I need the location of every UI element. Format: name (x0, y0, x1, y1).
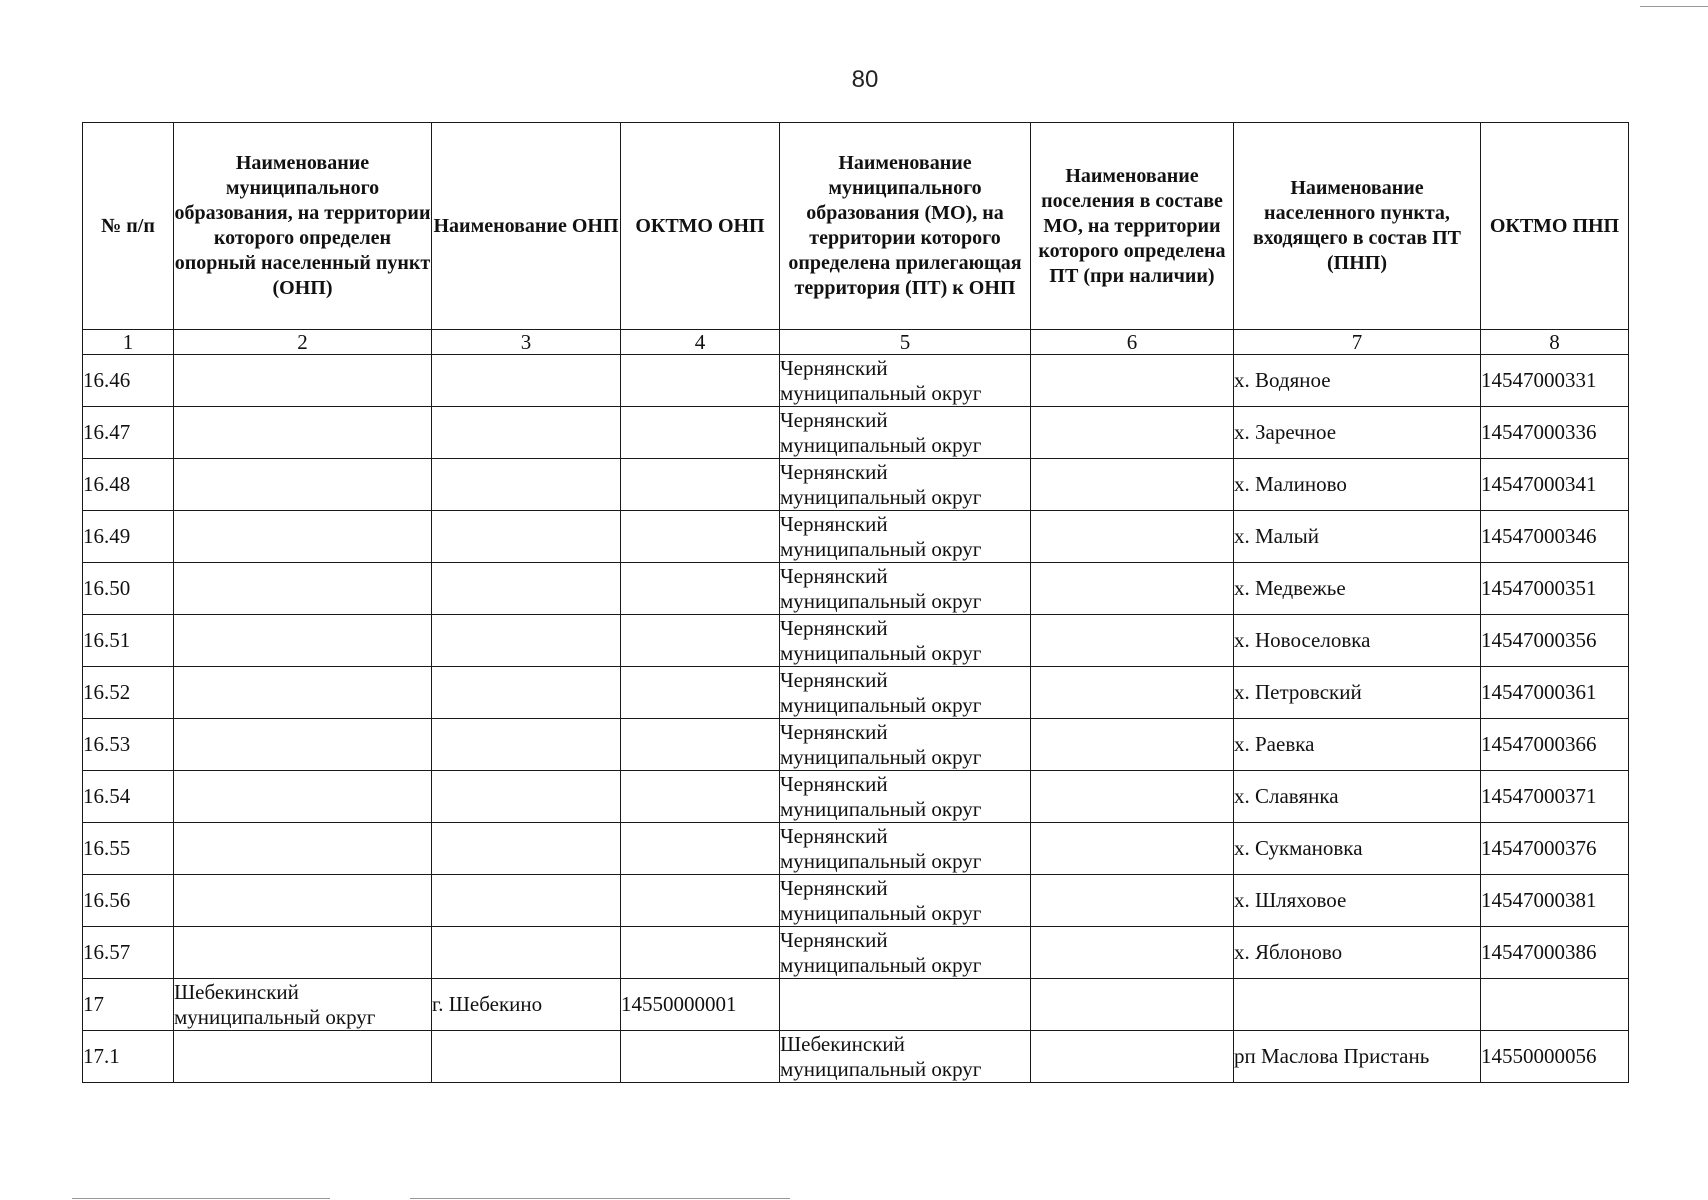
onp-name-cell (432, 355, 621, 407)
row-number-cell: 16.52 (83, 667, 174, 719)
table-row (83, 407, 1629, 459)
pnp-name-cell: х. Малиново (1234, 459, 1481, 511)
scan-edge-line (1640, 6, 1708, 7)
pnp-name-cell: х. Раевка (1234, 719, 1481, 771)
settlement-cell (1031, 407, 1234, 459)
table-row (83, 615, 1629, 667)
mo-pt-cell: Чернянский муниципальный округ (780, 927, 1031, 979)
oktmo-pnp-cell: 14547000346 (1481, 511, 1629, 563)
table-row (83, 563, 1629, 615)
column-number-row (83, 330, 1629, 355)
pnp-name-cell: х. Славянка (1234, 771, 1481, 823)
onp-name-cell (432, 823, 621, 875)
row-number-cell: 17 (83, 979, 174, 1031)
onp-name-cell (432, 511, 621, 563)
oktmo-onp-cell (621, 875, 780, 927)
settlement-cell (1031, 719, 1234, 771)
row-number-cell: 16.47 (83, 407, 174, 459)
header-number: № п/п (83, 123, 174, 330)
row-number-cell: 16.55 (83, 823, 174, 875)
settlement-cell (1031, 459, 1234, 511)
column-number: 8 (1481, 330, 1629, 355)
pnp-name-cell: х. Новоселовка (1234, 615, 1481, 667)
table-row (83, 719, 1629, 771)
oktmo-pnp-cell: 14547000361 (1481, 667, 1629, 719)
table-row (83, 823, 1629, 875)
onp-name-cell (432, 719, 621, 771)
row-number-cell: 16.57 (83, 927, 174, 979)
settlement-cell (1031, 979, 1234, 1031)
oktmo-pnp-cell: 14547000341 (1481, 459, 1629, 511)
oktmo-onp-cell (621, 1031, 780, 1083)
row-number-cell: 16.51 (83, 615, 174, 667)
column-number: 2 (174, 330, 432, 355)
row-number-cell: 16.50 (83, 563, 174, 615)
mo-onp-cell (174, 511, 432, 563)
pnp-name-cell: х. Заречное (1234, 407, 1481, 459)
row-number-cell: 16.49 (83, 511, 174, 563)
mo-pt-cell: Чернянский муниципальный округ (780, 667, 1031, 719)
column-number: 4 (621, 330, 780, 355)
pnp-name-cell: х. Яблоново (1234, 927, 1481, 979)
table-row (83, 667, 1629, 719)
onp-name-cell (432, 459, 621, 511)
oktmo-onp-cell (621, 511, 780, 563)
pnp-name-cell: рп Маслова Пристань (1234, 1031, 1481, 1083)
oktmo-onp-cell: 14550000001 (621, 979, 780, 1031)
pnp-name-cell: х. Петровский (1234, 667, 1481, 719)
mo-pt-cell: Чернянский муниципальный округ (780, 719, 1031, 771)
onp-name-cell (432, 615, 621, 667)
settlements-table (82, 122, 1629, 1083)
settlement-cell (1031, 615, 1234, 667)
settlement-cell (1031, 563, 1234, 615)
oktmo-pnp-cell: 14547000366 (1481, 719, 1629, 771)
oktmo-onp-cell (621, 355, 780, 407)
settlement-cell (1031, 511, 1234, 563)
column-number: 5 (780, 330, 1031, 355)
mo-pt-cell: Чернянский муниципальный округ (780, 459, 1031, 511)
settlement-cell (1031, 667, 1234, 719)
column-number: 1 (83, 330, 174, 355)
mo-onp-cell (174, 459, 432, 511)
mo-pt-cell: Чернянский муниципальный округ (780, 615, 1031, 667)
row-number-cell: 16.46 (83, 355, 174, 407)
oktmo-pnp-cell: 14547000371 (1481, 771, 1629, 823)
oktmo-onp-cell (621, 563, 780, 615)
pnp-name-cell: х. Малый (1234, 511, 1481, 563)
oktmo-pnp-cell: 14547000351 (1481, 563, 1629, 615)
mo-onp-cell (174, 823, 432, 875)
onp-name-cell (432, 771, 621, 823)
mo-pt-cell: Чернянский муниципальный округ (780, 875, 1031, 927)
mo-onp-cell (174, 563, 432, 615)
settlement-cell (1031, 1031, 1234, 1083)
table-row (83, 927, 1629, 979)
settlement-cell (1031, 823, 1234, 875)
header-pnp-name: Наименование населенного пункта, входящего в состав ПТ (ПНП) (1234, 123, 1481, 330)
oktmo-pnp-cell: 14547000386 (1481, 927, 1629, 979)
mo-pt-cell: Чернянский муниципальный округ (780, 823, 1031, 875)
footer-rule (72, 1198, 330, 1199)
settlement-cell (1031, 927, 1234, 979)
pnp-name-cell: х. Водяное (1234, 355, 1481, 407)
oktmo-pnp-cell (1481, 979, 1629, 1031)
oktmo-onp-cell (621, 823, 780, 875)
header-mo-pt: Наименование муниципального образования (МО), на территории которого определена прилегающая территория (ПТ) к ОНП (780, 123, 1031, 330)
oktmo-pnp-cell: 14547000331 (1481, 355, 1629, 407)
mo-pt-cell: Чернянский муниципальный округ (780, 355, 1031, 407)
row-number-cell: 16.48 (83, 459, 174, 511)
onp-name-cell (432, 407, 621, 459)
header-row (83, 123, 1629, 330)
settlement-cell (1031, 771, 1234, 823)
table-row (83, 1031, 1629, 1083)
mo-pt-cell: Чернянский муниципальный округ (780, 771, 1031, 823)
header-settlement: Наименование поселения в составе МО, на территории которого определена ПТ (при наличии) (1031, 123, 1234, 330)
settlement-cell (1031, 355, 1234, 407)
onp-name-cell (432, 667, 621, 719)
mo-onp-cell (174, 667, 432, 719)
header-oktmo-onp: ОКТМО ОНП (621, 123, 780, 330)
header-onp-name: Наименование ОНП (432, 123, 621, 330)
column-number: 6 (1031, 330, 1234, 355)
column-number: 7 (1234, 330, 1481, 355)
onp-name-cell (432, 1031, 621, 1083)
oktmo-pnp-cell: 14547000336 (1481, 407, 1629, 459)
table-row (83, 979, 1629, 1031)
onp-name-cell (432, 927, 621, 979)
onp-name-cell (432, 563, 621, 615)
mo-onp-cell: Шебекинский муниципальный округ (174, 979, 432, 1031)
table-row (83, 459, 1629, 511)
column-number: 3 (432, 330, 621, 355)
oktmo-pnp-cell: 14547000356 (1481, 615, 1629, 667)
mo-pt-cell: Чернянский муниципальный округ (780, 563, 1031, 615)
mo-onp-cell (174, 355, 432, 407)
oktmo-onp-cell (621, 615, 780, 667)
mo-onp-cell (174, 771, 432, 823)
mo-onp-cell (174, 407, 432, 459)
table-row (83, 511, 1629, 563)
pnp-name-cell: х. Сукмановка (1234, 823, 1481, 875)
oktmo-pnp-cell: 14547000381 (1481, 875, 1629, 927)
table-row (83, 355, 1629, 407)
onp-name-cell (432, 875, 621, 927)
footer-rule (410, 1198, 790, 1199)
mo-onp-cell (174, 719, 432, 771)
header-oktmo-pnp: ОКТМО ПНП (1481, 123, 1629, 330)
header-mo-onp: Наименование муниципального образования, на территории которого определен опорный населенный пункт (ОНП) (174, 123, 432, 330)
oktmo-onp-cell (621, 927, 780, 979)
mo-pt-cell (780, 979, 1031, 1031)
mo-onp-cell (174, 615, 432, 667)
table-row (83, 875, 1629, 927)
oktmo-pnp-cell: 14547000376 (1481, 823, 1629, 875)
oktmo-onp-cell (621, 719, 780, 771)
mo-pt-cell: Чернянский муниципальный округ (780, 407, 1031, 459)
oktmo-onp-cell (621, 459, 780, 511)
pnp-name-cell: х. Медвежье (1234, 563, 1481, 615)
row-number-cell: 16.56 (83, 875, 174, 927)
onp-name-cell: г. Шебекино (432, 979, 621, 1031)
pnp-name-cell: х. Шляховое (1234, 875, 1481, 927)
mo-pt-cell: Чернянский муниципальный округ (780, 511, 1031, 563)
settlement-cell (1031, 875, 1234, 927)
oktmo-onp-cell (621, 667, 780, 719)
mo-onp-cell (174, 875, 432, 927)
table-row (83, 771, 1629, 823)
oktmo-onp-cell (621, 771, 780, 823)
oktmo-pnp-cell: 14550000056 (1481, 1031, 1629, 1083)
pnp-name-cell (1234, 979, 1481, 1031)
mo-onp-cell (174, 927, 432, 979)
page-number: 80 (851, 66, 879, 93)
mo-onp-cell (174, 1031, 432, 1083)
oktmo-onp-cell (621, 407, 780, 459)
row-number-cell: 16.54 (83, 771, 174, 823)
row-number-cell: 17.1 (83, 1031, 174, 1083)
row-number-cell: 16.53 (83, 719, 174, 771)
mo-pt-cell: Шебекинский муниципальный округ (780, 1031, 1031, 1083)
